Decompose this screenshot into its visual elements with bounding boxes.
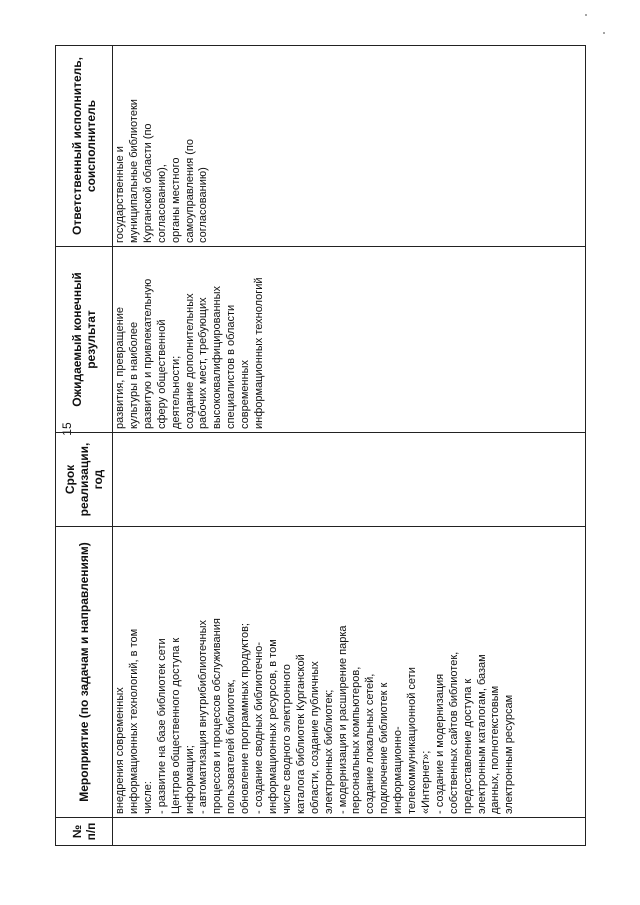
activity-line: информационных ресурсов, в том xyxy=(266,639,279,814)
responsible-line: Курганской области (по xyxy=(141,123,154,243)
activity-line: создание локальных сетей, xyxy=(364,673,377,814)
header-num: № п/п xyxy=(56,818,113,846)
activity-line: - создание сводных библиотечно- xyxy=(253,641,266,814)
activity-list xyxy=(114,530,517,814)
result-list xyxy=(114,250,267,429)
result-line: высококвалифицированных xyxy=(211,285,224,429)
activity-line: информационно- xyxy=(392,726,405,814)
activity-line: данных, полнотекстовым xyxy=(489,685,502,814)
activity-line: персональных компьютеров, xyxy=(350,666,363,814)
result-line: рабочих мест, требующих xyxy=(197,297,210,429)
header-term: Срок реализации, год xyxy=(56,433,113,527)
cell-term xyxy=(113,433,586,527)
responsible-line: органы местного xyxy=(169,157,182,243)
activity-line: - создание и модернизация xyxy=(433,673,446,814)
activity-line: - развитие на базе библиотек сети xyxy=(155,638,168,814)
result-line: сферу общественной xyxy=(155,319,168,429)
activity-line: предоставление доступа к xyxy=(461,678,474,814)
responsible-list xyxy=(114,49,211,243)
result-line: деятельности; xyxy=(169,355,182,429)
result-line: информационных технологий xyxy=(253,277,266,429)
activity-line: обновление программных продуктов; xyxy=(239,623,252,814)
header-activity: Мероприятие (по задачам и направлениям) xyxy=(56,527,113,818)
activity-line: - модернизация и расширение парка xyxy=(336,625,349,814)
scan-speck xyxy=(585,14,587,16)
activity-line: телекоммуникационной сети xyxy=(406,667,419,814)
scan-speck xyxy=(603,32,605,34)
result-line: современных xyxy=(239,359,252,429)
activity-line: области, создание публичных xyxy=(308,661,321,814)
responsible-line: самоуправления (по xyxy=(183,139,196,243)
cell-num xyxy=(113,818,586,846)
activity-line: внедрения современных xyxy=(114,687,126,814)
activity-line: «Интернет»; xyxy=(419,750,432,814)
table-row xyxy=(113,46,586,846)
activity-line: процессов и процессов обслуживания xyxy=(211,618,224,814)
activity-line: информационных технологий, в том xyxy=(127,628,140,814)
activities-table xyxy=(55,45,586,846)
responsible-line: муниципальные библиотеки xyxy=(127,99,140,243)
result-line: специалистов в области xyxy=(225,304,238,429)
responsible-line: согласованию), xyxy=(155,164,168,243)
activity-line: пользователей библиотек, xyxy=(225,679,238,814)
activity-line: Центров общественного доступа к xyxy=(169,637,182,814)
activity-line: электронным каталогам, базам xyxy=(475,654,488,814)
activity-line: информации; xyxy=(183,745,196,814)
result-line: развитую и привлекательную xyxy=(141,278,154,429)
activity-line: подключение библиотек к xyxy=(378,682,391,814)
responsible-line: государственные и xyxy=(114,146,126,243)
activity-line: числе сводного электронного xyxy=(280,664,293,814)
header-responsible: Ответственный исполнитель, соисполнитель xyxy=(56,46,113,247)
rotated-table-wrapper xyxy=(55,46,587,846)
activity-line: электронных библиотек; xyxy=(322,689,335,814)
activity-line: - автоматизация внутрибиблиотечных xyxy=(197,620,210,814)
activity-line: каталога библиотек Курганской xyxy=(294,654,307,814)
result-line: культуры в наиболее xyxy=(127,321,140,429)
result-line: развития, превращение xyxy=(114,306,126,429)
activity-line: собственных сайтов библиотек, xyxy=(447,651,460,814)
page-number: 15 xyxy=(60,422,74,436)
cell-responsible xyxy=(113,46,586,247)
responsible-line: согласованию) xyxy=(197,167,210,243)
activity-line: числе: xyxy=(141,781,154,814)
header-result: Ожидаемый конечный результат xyxy=(56,247,113,433)
cell-result xyxy=(113,247,586,433)
activity-line: электронным ресурсам xyxy=(503,694,516,814)
result-line: создание дополнительных xyxy=(183,293,196,429)
table-header-row xyxy=(56,46,113,846)
cell-activity xyxy=(113,527,586,818)
